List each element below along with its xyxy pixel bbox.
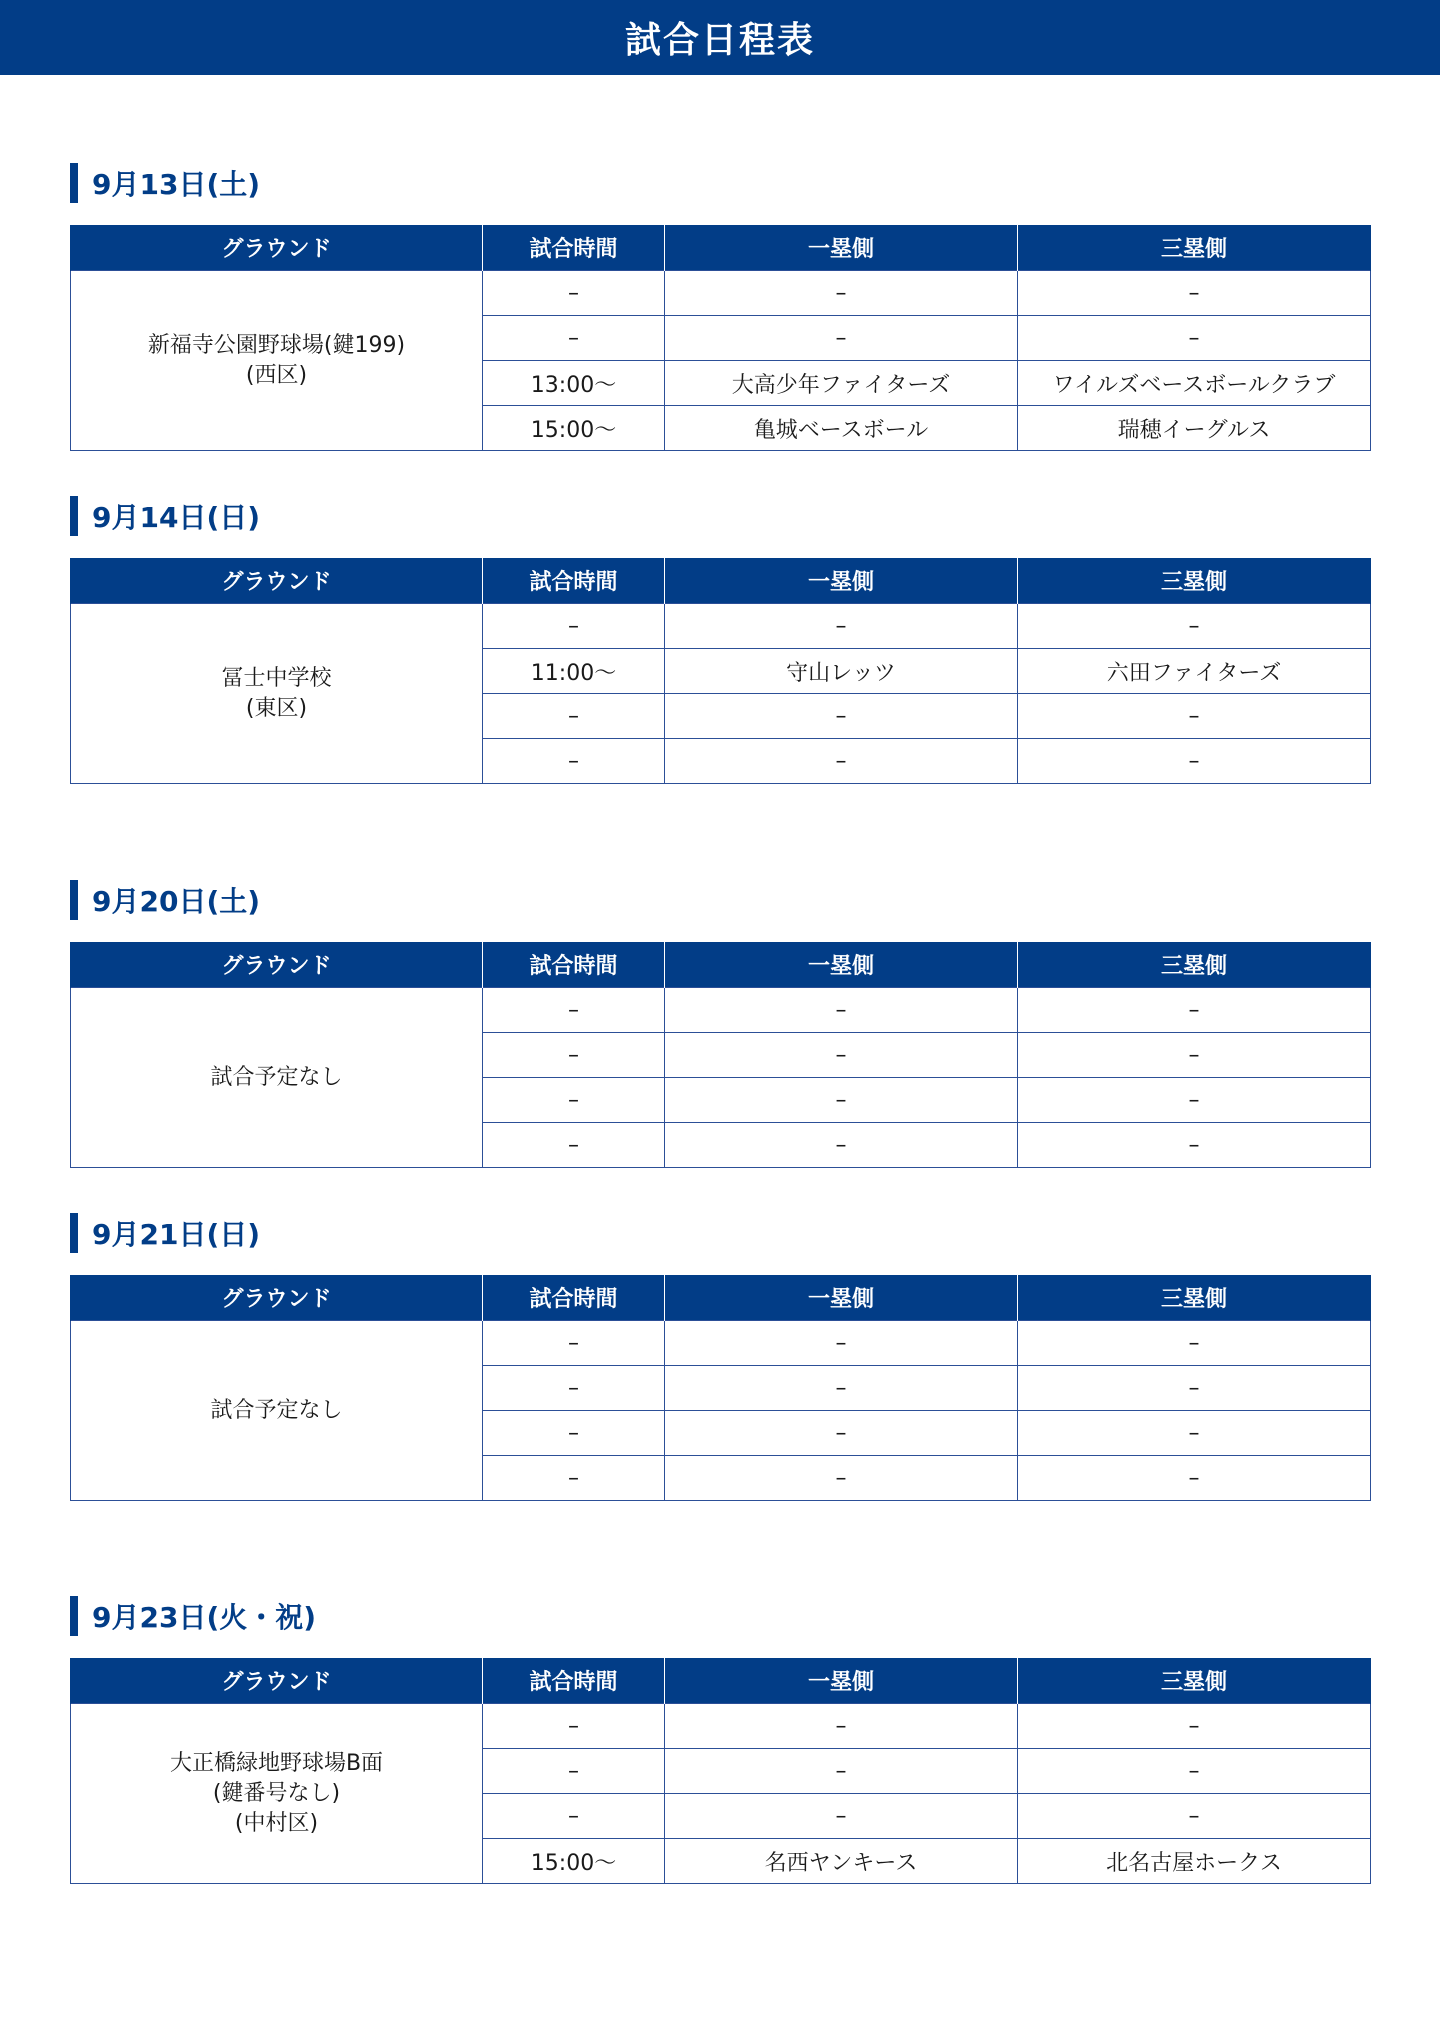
first-base-team-cell: 大高少年ファイターズ (665, 361, 1018, 406)
ground-name-line: 冨士中学校 (221, 665, 332, 691)
section-date-heading: 9月13日(土) (70, 163, 1370, 203)
table-header-row (71, 558, 1371, 604)
column-header-third-base: 三塁側 (1018, 942, 1371, 988)
first-base-team-cell: – (665, 988, 1018, 1033)
schedule-section (70, 1213, 1370, 1501)
third-base-team-cell: – (1018, 1456, 1371, 1501)
section-date-heading: 9月14日(日) (70, 496, 1370, 536)
time-cell: – (483, 1078, 665, 1123)
time-cell: 13:00〜 (483, 361, 665, 406)
section-date-heading: 9月21日(日) (70, 1213, 1370, 1253)
ground-name-line: (鍵番号なし) (212, 1780, 341, 1806)
table-header-row (71, 942, 1371, 988)
first-base-team-cell: – (665, 694, 1018, 739)
ground-name-line: (西区) (245, 362, 308, 388)
time-cell: 15:00〜 (483, 1839, 665, 1884)
page-header (0, 0, 1440, 75)
ground-cell (71, 271, 483, 451)
time-cell: – (483, 1366, 665, 1411)
first-base-team-cell: – (665, 316, 1018, 361)
first-base-team-cell: – (665, 1411, 1018, 1456)
time-cell: 11:00〜 (483, 649, 665, 694)
third-base-team-cell: – (1018, 1366, 1371, 1411)
ground-cell (71, 604, 483, 784)
column-header-time: 試合時間 (483, 558, 665, 604)
column-header-first-base: 一塁側 (665, 1275, 1018, 1321)
table-row (71, 1321, 1371, 1366)
table-row (71, 271, 1371, 316)
ground-cell (71, 1704, 483, 1884)
time-cell: – (483, 739, 665, 784)
third-base-team-cell: 北名古屋ホークス (1018, 1839, 1371, 1884)
column-header-ground: グラウンド (71, 225, 483, 271)
third-base-team-cell: – (1018, 694, 1371, 739)
third-base-team-cell: – (1018, 1123, 1371, 1168)
first-base-team-cell: – (665, 1456, 1018, 1501)
schedule-section (70, 1596, 1370, 1884)
ground-cell (71, 1321, 483, 1501)
third-base-team-cell: – (1018, 604, 1371, 649)
schedule-table (70, 225, 1371, 451)
column-header-time: 試合時間 (483, 942, 665, 988)
time-cell: – (483, 1123, 665, 1168)
section-date-heading: 9月23日(火・祝) (70, 1596, 1370, 1636)
schedule-table (70, 558, 1371, 784)
first-base-team-cell: – (665, 739, 1018, 784)
first-base-team-cell: – (665, 1794, 1018, 1839)
ground-name-line: (中村区) (234, 1810, 319, 1836)
third-base-team-cell: – (1018, 988, 1371, 1033)
column-header-first-base: 一塁側 (665, 942, 1018, 988)
third-base-team-cell: – (1018, 316, 1371, 361)
third-base-team-cell: 六田ファイターズ (1018, 649, 1371, 694)
time-cell: – (483, 1704, 665, 1749)
time-cell: – (483, 1749, 665, 1794)
first-base-team-cell: – (665, 1749, 1018, 1794)
first-base-team-cell: 守山レッツ (665, 649, 1018, 694)
third-base-team-cell: – (1018, 1078, 1371, 1123)
table-row (71, 988, 1371, 1033)
time-cell: – (483, 271, 665, 316)
time-cell: 15:00〜 (483, 406, 665, 451)
third-base-team-cell: – (1018, 271, 1371, 316)
ground-name-line: (東区) (245, 695, 308, 721)
table-row (71, 1704, 1371, 1749)
column-header-third-base: 三塁側 (1018, 1658, 1371, 1704)
column-header-first-base: 一塁側 (665, 1658, 1018, 1704)
schedule-section (70, 880, 1370, 1168)
column-header-time: 試合時間 (483, 1275, 665, 1321)
time-cell: – (483, 1794, 665, 1839)
table-row (71, 604, 1371, 649)
schedule-section (70, 496, 1370, 784)
ground-cell (71, 988, 483, 1168)
third-base-team-cell: – (1018, 739, 1371, 784)
column-header-first-base: 一塁側 (665, 558, 1018, 604)
column-header-ground: グラウンド (71, 558, 483, 604)
third-base-team-cell: – (1018, 1411, 1371, 1456)
column-header-third-base: 三塁側 (1018, 558, 1371, 604)
third-base-team-cell: – (1018, 1749, 1371, 1794)
column-header-third-base: 三塁側 (1018, 225, 1371, 271)
time-cell: – (483, 1456, 665, 1501)
first-base-team-cell: 名西ヤンキース (665, 1839, 1018, 1884)
table-header-row (71, 1275, 1371, 1321)
column-header-time: 試合時間 (483, 1658, 665, 1704)
time-cell: – (483, 694, 665, 739)
column-header-ground: グラウンド (71, 942, 483, 988)
first-base-team-cell: – (665, 1033, 1018, 1078)
schedule-section (70, 163, 1370, 451)
page-title: 試合日程表 (624, 20, 815, 61)
table-header-row (71, 225, 1371, 271)
first-base-team-cell: – (665, 1366, 1018, 1411)
column-header-ground: グラウンド (71, 1275, 483, 1321)
third-base-team-cell: – (1018, 1321, 1371, 1366)
time-cell: – (483, 1411, 665, 1456)
first-base-team-cell: – (665, 1078, 1018, 1123)
first-base-team-cell: – (665, 604, 1018, 649)
third-base-team-cell: – (1018, 1704, 1371, 1749)
table-header-row (71, 1658, 1371, 1704)
time-cell: – (483, 1033, 665, 1078)
ground-name-line: 試合予定なし (210, 1064, 343, 1090)
time-cell: – (483, 316, 665, 361)
column-header-first-base: 一塁側 (665, 225, 1018, 271)
schedule-table (70, 942, 1371, 1168)
column-header-third-base: 三塁側 (1018, 1275, 1371, 1321)
first-base-team-cell: – (665, 1321, 1018, 1366)
ground-name-line: 新福寺公園野球場(鍵199) (147, 332, 406, 358)
first-base-team-cell: – (665, 271, 1018, 316)
ground-name-line: 試合予定なし (210, 1397, 343, 1423)
ground-name-line: 大正橋緑地野球場B面 (169, 1750, 384, 1776)
first-base-team-cell: – (665, 1704, 1018, 1749)
third-base-team-cell: – (1018, 1033, 1371, 1078)
schedule-table (70, 1658, 1371, 1884)
column-header-ground: グラウンド (71, 1658, 483, 1704)
first-base-team-cell: 亀城ベースボール (665, 406, 1018, 451)
third-base-team-cell: ワイルズベースボールクラブ (1018, 361, 1371, 406)
time-cell: – (483, 604, 665, 649)
schedule-table (70, 1275, 1371, 1501)
third-base-team-cell: 瑞穂イーグルス (1018, 406, 1371, 451)
time-cell: – (483, 1321, 665, 1366)
column-header-time: 試合時間 (483, 225, 665, 271)
third-base-team-cell: – (1018, 1794, 1371, 1839)
section-date-heading: 9月20日(土) (70, 880, 1370, 920)
time-cell: – (483, 988, 665, 1033)
first-base-team-cell: – (665, 1123, 1018, 1168)
